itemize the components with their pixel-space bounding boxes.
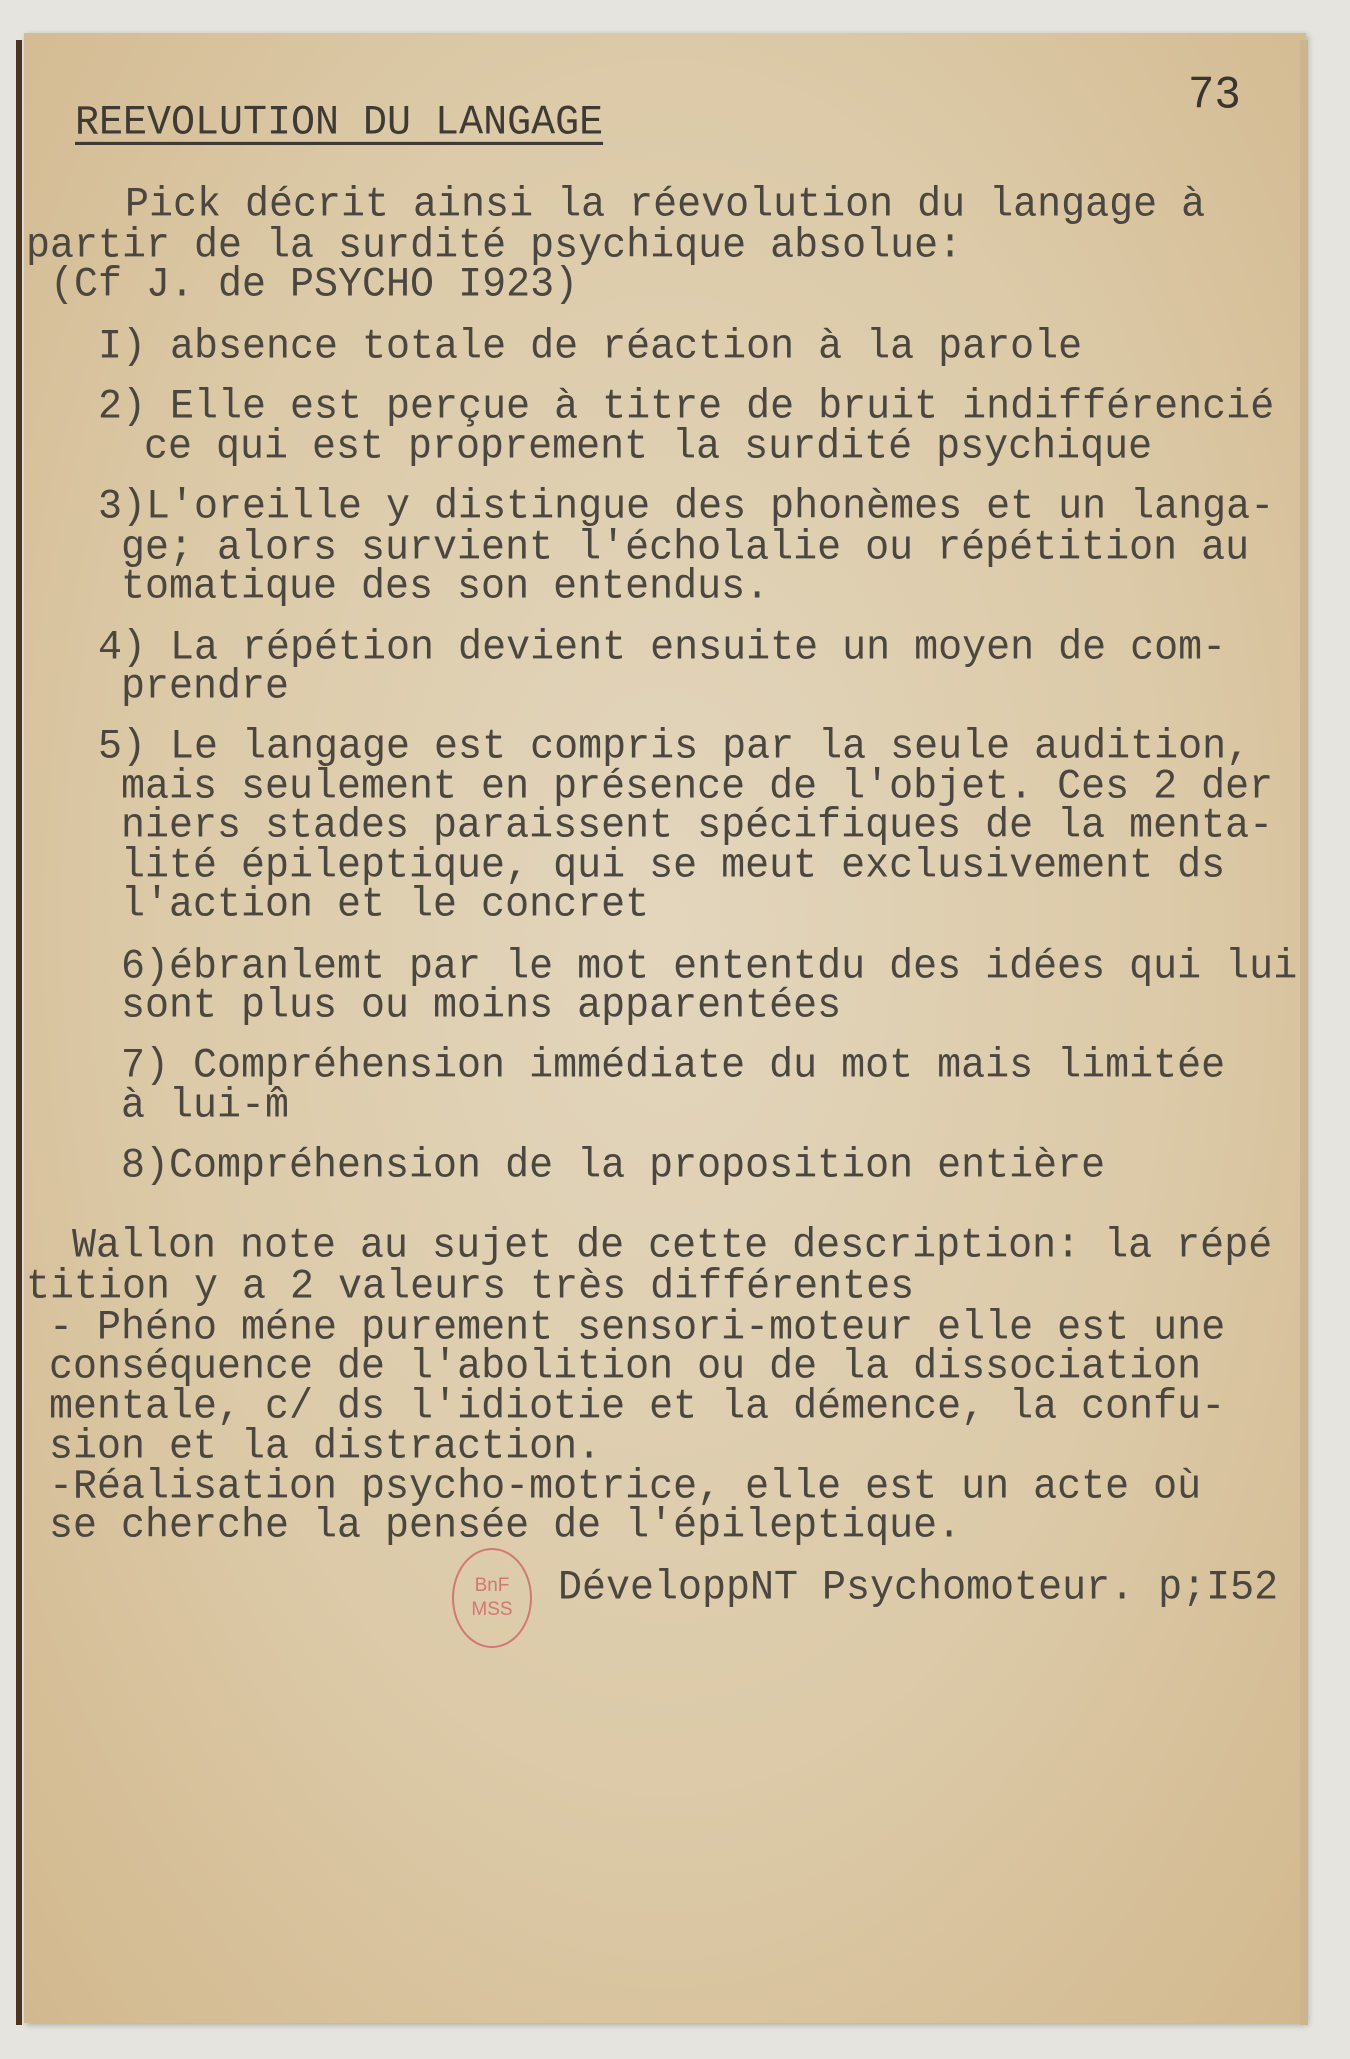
binding-edge (16, 40, 22, 2025)
text-line: (Cf J. de PSYCHO I923) (50, 261, 579, 310)
text-line: -Réalisation psycho-motrice, elle est un acte où (49, 1463, 1202, 1512)
text-line: se cherche la pensée de l'épileptique. (49, 1502, 962, 1551)
text-line: partir de la surdité psychique absolue: (26, 222, 963, 271)
text-line: sont plus ou moins apparentées (121, 982, 842, 1031)
text-line: sion et la distraction. (49, 1423, 602, 1472)
list-item: 4) La répétion devient ensuite un moyen de com- (98, 624, 1227, 673)
list-item: 5) Le langage est compris par la seule audition, (98, 723, 1251, 772)
text-line: tomatique des son entendus. (121, 563, 770, 612)
list-item: 8)Compréhension de la proposition entière (121, 1142, 1106, 1191)
text-line: ce qui est proprement la surdité psychique (144, 423, 1153, 472)
text-line: lité épileptique, qui se meut exclusivement ds (121, 842, 1226, 891)
reference-citation: DéveloppNT Psychomoteur. p;I52 (558, 1564, 1279, 1613)
text-line: tition y a 2 valeurs très différentes (26, 1263, 915, 1312)
list-item: 7) Compréhension immédiate du mot mais limitée (121, 1042, 1226, 1091)
text-line: prendre (121, 663, 290, 712)
text-line: conséquence de l'abolition ou de la dissociation (49, 1343, 1202, 1392)
text-line: mais seulement en présence de l'objet. Ces 2 der (121, 763, 1274, 812)
text-line: niers stades paraissent spécifiques de la menta- (121, 802, 1274, 851)
list-item: 2) Elle est perçue à titre de bruit indifférencié (98, 383, 1275, 432)
text-line: - Phéno méne purement sensori-moteur elle est une (49, 1304, 1226, 1353)
text-line: mentale, c/ ds l'idiotie et la démence, la confu- (49, 1383, 1226, 1432)
list-item: I) absence totale de réaction à la parole (98, 323, 1083, 372)
stamp-line: BnF (474, 1575, 510, 1596)
page-title: REEVOLUTION DU LANGAGE (75, 99, 604, 148)
bnf-library-stamp (452, 1548, 532, 1648)
page-number: 73 (1188, 69, 1241, 123)
list-item: 6)ébranlemt par le mot ententdu des idées qui lui (121, 943, 1298, 992)
stamp-line: MSS (471, 1599, 513, 1620)
text-line: l'action et le concret (121, 881, 650, 930)
list-item: 3)L'oreille y distingue des phonèmes et un langa- (98, 483, 1275, 532)
text-line: ge; alors survient l'écholalie ou répétition au (121, 524, 1250, 573)
text-line: Pick décrit ainsi la réevolution du langage à (125, 181, 1206, 230)
text-line: à lui-m̂ (121, 1082, 290, 1131)
text-line: Wallon note au sujet de cette description: la répé (72, 1222, 1273, 1271)
page-edge (1300, 40, 1308, 2025)
